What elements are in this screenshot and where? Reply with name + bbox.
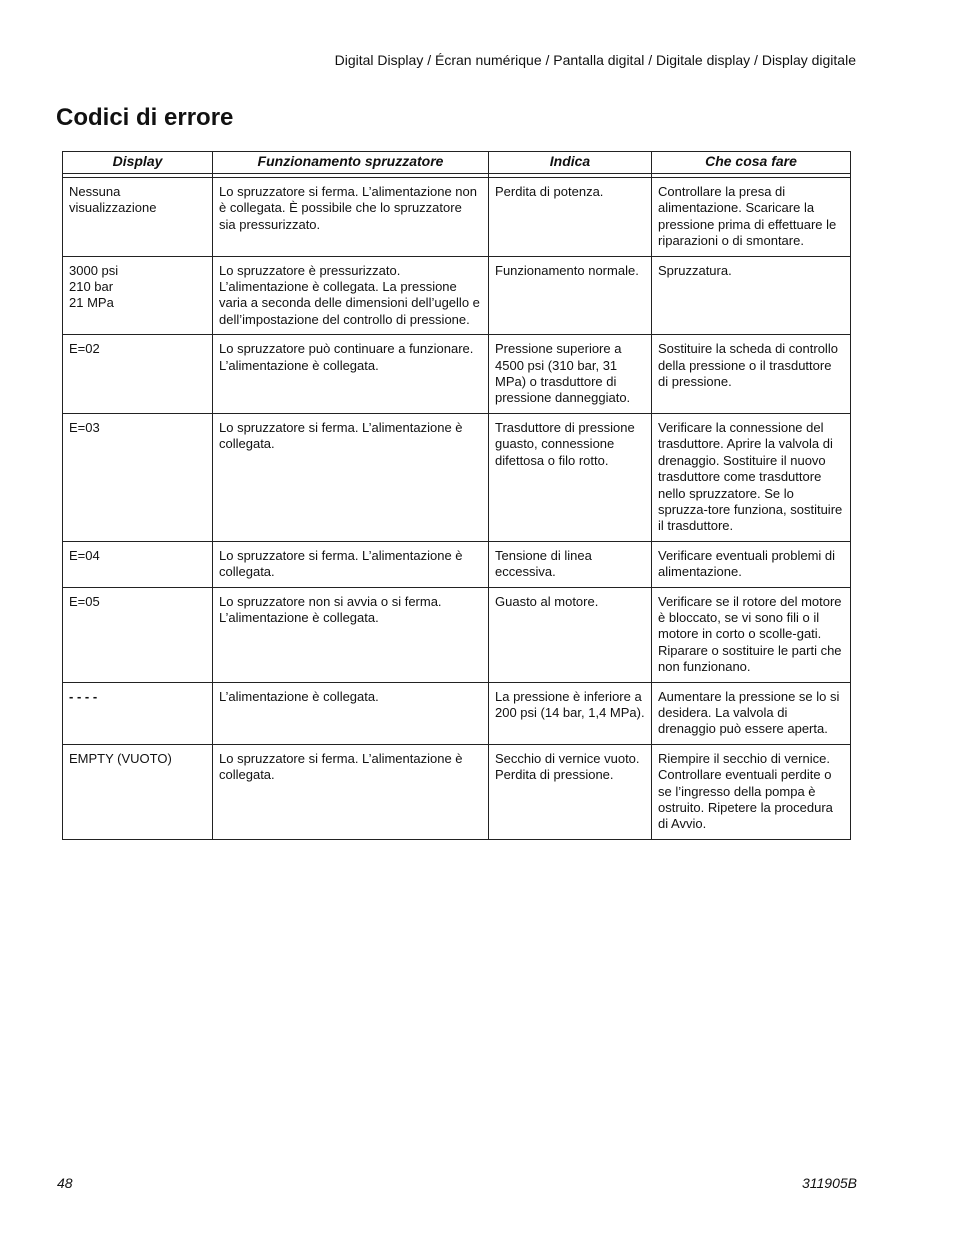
display-value-line: 21 MPa [69,295,114,311]
cell-indicates: La pressione è inferiore a 200 psi (14 bar, 1,4 MPa). [489,682,652,744]
column-header-display: Display [63,152,213,174]
cell-action: Riempire il secchio di vernice. Controllare eventuali perdite o se l’ingresso della pompa è ostruito. Ripetere la procedura di Avvio. [652,744,851,839]
table-row [63,541,851,587]
cell-action: Aumentare la pressione se lo si desidera. La valvola di drenaggio può essere aperta. [652,682,851,744]
document-number: 311905B [801,1175,857,1191]
table-row [63,256,851,335]
display-value-line: Nessuna [69,184,121,199]
cell-display [63,335,213,414]
section-title: Codici di errore [56,104,234,131]
cell-indicates: Secchio di vernice vuoto. Perdita di pressione. [489,744,652,839]
cell-action: Verificare eventuali problemi di alimentazione. [652,541,851,587]
cell-indicates: Trasduttore di pressione guasto, connessione difettosa o filo rotto. [489,413,652,541]
error-codes-table [62,151,851,840]
cell-indicates: Guasto al motore. [489,587,652,682]
table-row [63,587,851,682]
cell-operation: Lo spruzzatore può continuare a funzionare. L’alimentazione è collegata. [213,335,489,414]
display-value-line: E=02 [69,341,100,357]
column-header-operation: Funzionamento spruzzatore [213,152,489,174]
display-value-line: - - - - [69,688,98,704]
display-value-line: visualizzazione [69,200,157,216]
cell-action: Verificare se il rotore del motore è bloccato, se vi sono fili o il motore in corto o scolle-gati. Riparare o sostituire le parti che non funzionano. [652,587,851,682]
cell-display [63,178,213,257]
cell-indicates: Funzionamento normale. [489,256,652,335]
cell-display [63,744,213,839]
display-value-line: E=04 [69,547,100,563]
cell-operation: Lo spruzzatore è pressurizzato. L’alimentazione è collegata. La pressione varia a seconda delle dimensioni dell’ugello e dell’impostazione del controllo di pressione. [213,256,489,335]
table-body [63,178,851,840]
cell-display [63,682,213,744]
running-header: Digital Display / Écran numérique / Pantalla digital / Digitale display / Display digitale [334,52,856,68]
cell-operation: Lo spruzzatore si ferma. L’alimentazione è collegata. [213,413,489,541]
display-value-line: E=03 [69,419,100,435]
cell-display [63,256,213,335]
table-row [63,682,851,744]
cell-indicates: Pressione superiore a 4500 psi (310 bar, 31 MPa) o trasduttore di pressione danneggiato. [489,335,652,414]
column-header-indicates: Indica [489,152,652,174]
cell-display [63,541,213,587]
display-value-line: 210 bar [69,279,114,295]
cell-action: Sostituire la scheda di controllo della pressione o il trasduttore di pressione. [652,335,851,414]
cell-operation: Lo spruzzatore si ferma. L’alimentazione è collegata. [213,744,489,839]
cell-action: Controllare la presa di alimentazione. Scaricare la pressione prima di effettuare le riparazioni o di smontare. [652,178,851,257]
display-value-line: E=05 [69,593,100,609]
table-row [63,178,851,257]
table-row [63,335,851,414]
cell-operation: L’alimentazione è collegata. [213,682,489,744]
cell-action: Verificare la connessione del trasduttore. Aprire la valvola di drenaggio. Sostituire il nuovo trasduttore come trasduttore nello spruzzatore. Se lo spruzza-tore funziona, sostituire il trasduttore. [652,413,851,541]
table-row [63,744,851,839]
display-value-line: EMPTY (VUOTO) [69,750,172,766]
cell-display [63,413,213,541]
column-header-action: Che cosa fare [652,152,851,174]
cell-indicates: Perdita di potenza. [489,178,652,257]
cell-operation: Lo spruzzatore non si avvia o si ferma. L’alimentazione è collegata. [213,587,489,682]
cell-indicates: Tensione di linea eccessiva. [489,541,652,587]
cell-display [63,587,213,682]
display-value-line: 3000 psi [69,262,119,278]
cell-action: Spruzzatura. [652,256,851,335]
table-header-row [63,152,851,174]
cell-operation: Lo spruzzatore si ferma. L’alimentazione non è collegata. È possibile che lo spruzzatore sia pressurizzato. [213,178,489,257]
table-row [63,413,851,541]
cell-operation: Lo spruzzatore si ferma. L’alimentazione è collegata. [213,541,489,587]
page-number: 48 [57,1175,73,1191]
